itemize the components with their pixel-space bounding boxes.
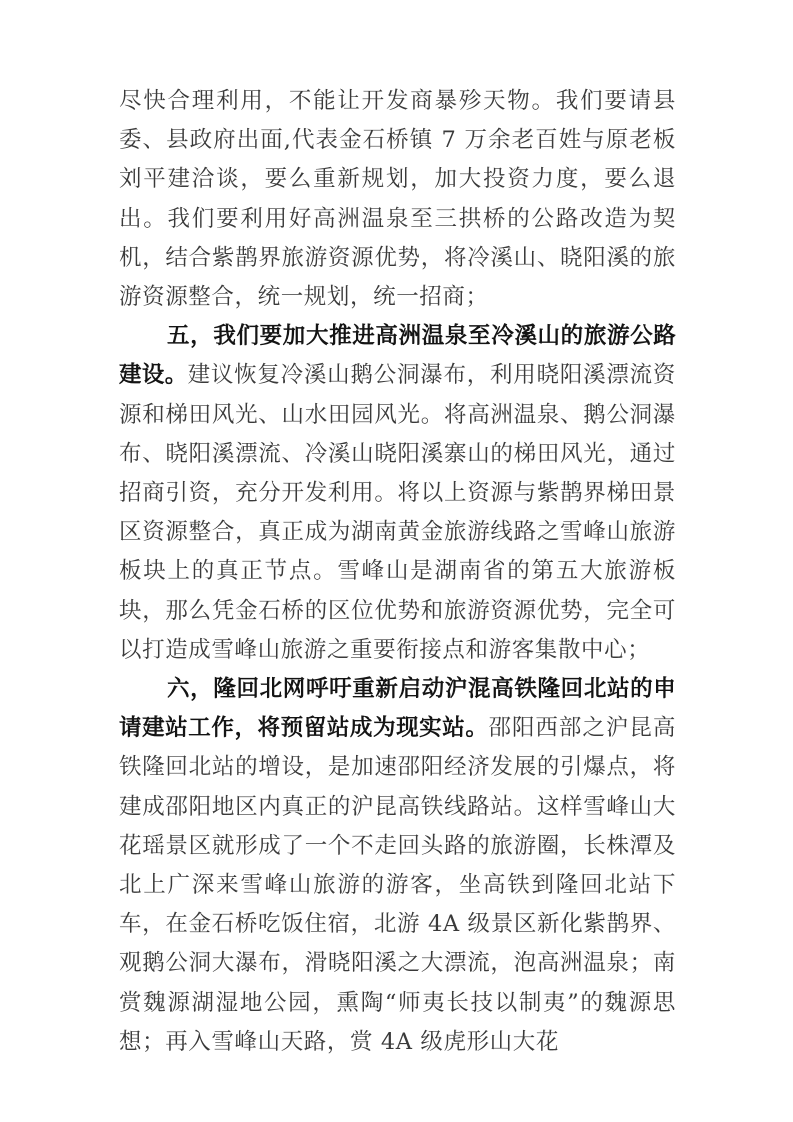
paragraph-continuation: 尽快合理利用，不能让开发商暴殄天物。我们要请县委、县政府出面,代表金石桥镇 7 万余老百姓与原老板刘平建洽谈，要么重新规划，加大投资力度，要么退出。我们要利用好高洲温泉至三拱桥的公路改造为契机，结合紫鹊界旅游资源优势，将冷溪山、晓阳溪的旅游资源整合，统一规划，统一招商； xyxy=(119,88,676,311)
heading-section-five: 五，我们要加大推进高洲温泉至冷溪山的旅游公路建设。 xyxy=(119,323,676,389)
page-content-area xyxy=(119,82,676,1062)
body-section-six: 邵阳西部之沪昆高铁隆回北站的增设，是加速邵阳经济发展的引爆点，将建成邵阳地区内真正的沪昆高铁线路站。这样雪峰山大花瑶景区就形成了一个不走回头路的旅游圈，长株潭及北上广深来雪峰山旅游的游客，坐高铁到隆回北站下车，在金石桥吃饭住宿，北游 4A 级景区新化紫鹊界、观鹅公洞大瀑布，滑晓阳溪之大漂流，泡高洲温泉；南赏魏源湖湿地公园，熏陶“师夷长技以制夷”的魏源思想；再入雪峰山天路，赏 4A 级虎形山大花 xyxy=(119,715,676,1055)
paragraph-section-five xyxy=(119,317,676,670)
body-section-five: 建议恢复冷溪山鹅公洞瀑布，利用晓阳溪漂流资源和梯田风光、山水田园风光。将高洲温泉、鹅公洞瀑布、晓阳溪漂流、冷溪山晓阳溪寨山的梯田风光，通过招商引资，充分开发利用。将以上资源与紫鹊界梯田景区资源整合，真正成为湖南黄金旅游线路之雪峰山旅游板块上的真正节点。雪峰山是湖南省的第五大旅游板块，那么凭金石桥的区位优势和旅游资源优势，完全可以打造成雪峰山旅游之重要衔接点和游客集散中心； xyxy=(119,362,676,663)
heading-section-six: 六，隆回北网呼吁重新启动沪混高铁隆回北站的申请建站工作，将预留站成为现实站。 xyxy=(119,676,676,742)
paragraph-section-six xyxy=(119,670,676,1062)
